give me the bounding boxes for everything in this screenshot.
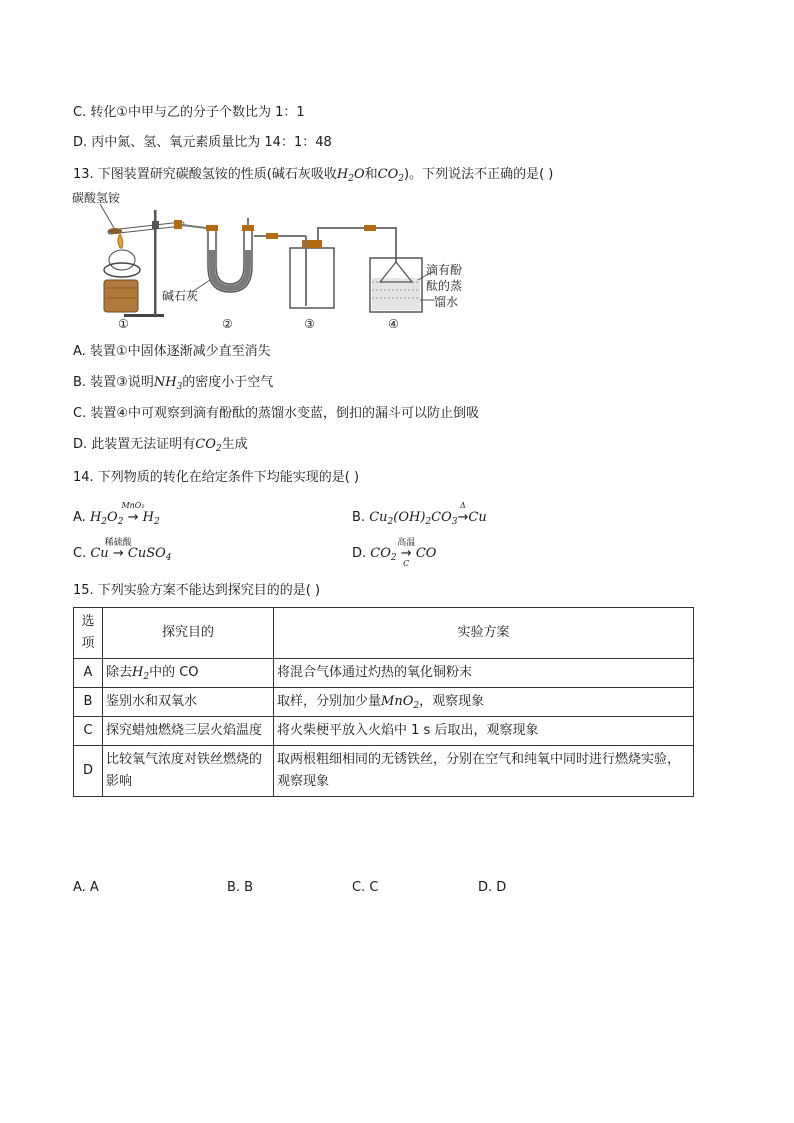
table-row: A 除去$H_2$中的 CO 将混合气体通过灼热的氧化铜粉末 (74, 659, 694, 688)
q14-option-a: A. $H_2O_2$ MnO₂ → $H_2$ (73, 509, 160, 527)
q15-answer-c: C. C (352, 880, 379, 895)
goal-cell: 鉴别水和双氧水 (103, 688, 274, 717)
q15-answer-b: B. B (227, 880, 254, 895)
figure-number-2: ② (222, 317, 233, 331)
q13-apparatus-figure (70, 188, 490, 334)
label-phenolphthalein-2: 酞的蒸 (426, 279, 463, 293)
q13-option-c: C. 装置④中可观察到滴有酚酞的蒸馏水变蓝，倒扣的漏斗可以防止倒吸 (73, 406, 479, 421)
q13-option-d: D. 此装置无法证明有$CO_2$生成 (73, 437, 248, 454)
plan-cell: 将火柴梗平放入火焰中 1 s 后取出，观察现象 (274, 717, 694, 746)
figure-number-3: ③ (304, 317, 315, 331)
goal-cell: 探究蜡烛燃烧三层火焰温度 (103, 717, 274, 746)
q13-option-b: B. 装置③说明$NH_3$的密度小于空气 (73, 375, 274, 392)
header-plan: 实验方案 (274, 608, 694, 659)
table-row: B 鉴别水和双氧水 取样，分别加少量MnO$_2$，观察现象 (74, 688, 694, 717)
q12-option-d: D. 丙中氮、氢、氧元素质量比为 14：1：48 (73, 135, 332, 150)
figure-number-1: ① (118, 317, 129, 331)
q13-option-a: A. 装置①中固体逐渐减少直至消失 (73, 344, 271, 359)
label-soda-lime: 碱石灰 (162, 289, 199, 303)
plan-cell: 取样，分别加少量MnO$_2$，观察现象 (274, 688, 694, 717)
q13-stem: 13. 下图装置研究碳酸氢铵的性质(碱石灰吸收$H_2O$和$CO_2$)。下列说法不正确的是( ) (73, 167, 554, 184)
header-option: 选项 (74, 608, 103, 659)
q15-stem: 15. 下列实验方案不能达到探究目的的是( ) (73, 583, 321, 598)
q14-d-condition-bottom: C (403, 559, 410, 568)
label-ammonium-bicarbonate: 碳酸氢铵 (72, 191, 121, 205)
goal-cell: 除去$H_2$中的 CO (103, 659, 274, 688)
q15-answer-a: A. A (73, 880, 99, 895)
header-goal: 探究目的 (103, 608, 274, 659)
q14-option-b: B. $Cu_2(OH)_2CO_3$ Δ →Cu (352, 509, 487, 527)
q14-a-condition: MnO₂ (121, 501, 145, 510)
goal-cell: 比较氧气浓度对铁丝燃烧的影响 (103, 746, 274, 797)
q14-b-condition: Δ (460, 501, 466, 510)
q12-option-c: C. 转化①中甲与乙的分子个数比为 1：1 (73, 105, 305, 120)
label-phenolphthalein-3: 馏水 (434, 295, 459, 309)
q14-option-c: C. Cu 稀硫酸 → CuSO$_4$ (73, 545, 172, 563)
q15-answer-d: D. D (478, 880, 507, 895)
label-phenolphthalein-1: 滴有酚 (426, 263, 463, 277)
q14-stem: 14. 下列物质的转化在给定条件下均能实现的是( ) (73, 470, 360, 485)
figure-number-4: ④ (388, 317, 399, 331)
q14-d-condition-top: 高温 (397, 538, 416, 548)
plan-cell: 将混合气体通过灼热的氧化铜粉末 (274, 659, 694, 688)
plan-cell: 取两根粗细相同的无锈铁丝，分别在空气和纯氧中同时进行燃烧实验，观察现象 (274, 746, 694, 797)
q15-table (73, 607, 694, 797)
table-header-row (74, 608, 694, 659)
q14-c-condition: 稀硫酸 (104, 538, 132, 548)
table-row: C 探究蜡烛燃烧三层火焰温度 将火柴梗平放入火焰中 1 s 后取出，观察现象 (74, 717, 694, 746)
q14-option-d: D. $CO_2$ 高温 → C CO (352, 545, 436, 563)
table-row: D 比较氧气浓度对铁丝燃烧的影响 取两根粗细相同的无锈铁丝，分别在空气和纯氧中同时进行燃烧实验，观察现象 (74, 746, 694, 797)
